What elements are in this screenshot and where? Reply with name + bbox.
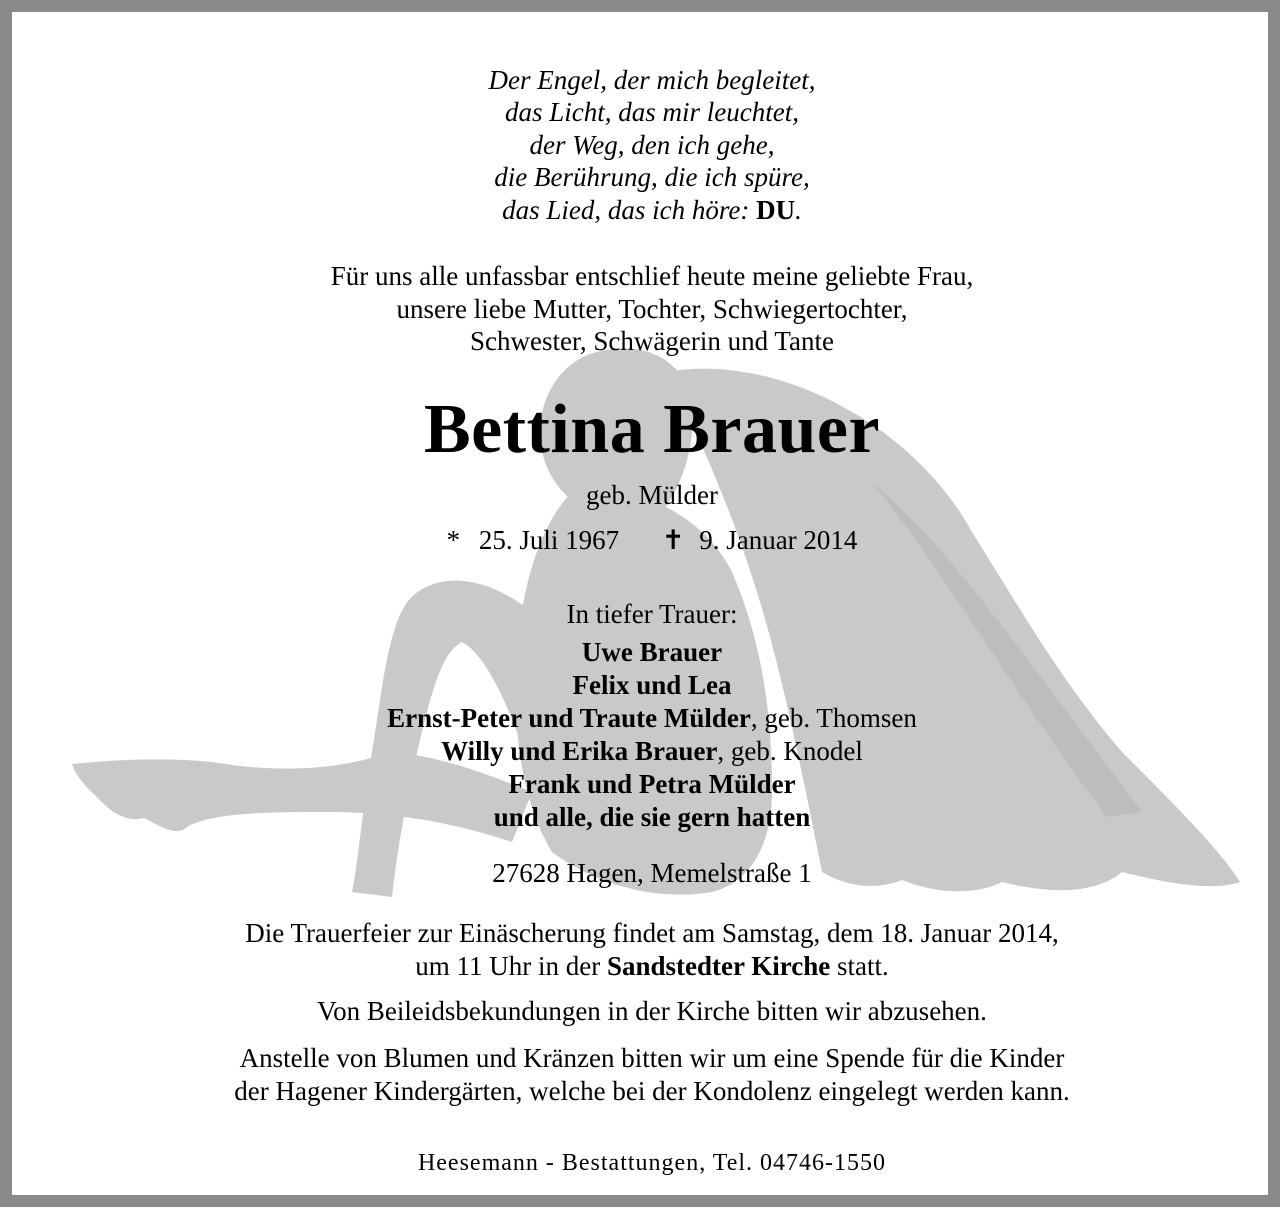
- life-dates: [12, 525, 1280, 556]
- address: 27628 Hagen, Memelstraße 1: [492, 858, 812, 888]
- mourner-line-4-maiden: , geb. Knodel: [717, 736, 863, 766]
- intro-line-3: Schwester, Schwägerin und Tante: [470, 326, 834, 356]
- maiden-name: geb. Mülder: [586, 480, 718, 510]
- poem-line-5-end: .: [795, 195, 802, 225]
- intro-line-1: Für uns alle unfassbar entschlief heute meine geliebte Frau,: [330, 261, 974, 291]
- poem-emphasis: DU: [756, 195, 796, 225]
- condolence-note: Von Beileidsbekundungen in der Kirche bitten wir abzusehen.: [317, 996, 987, 1026]
- service-location: Sandstedter Kirche: [606, 951, 831, 981]
- mourner-line-5: Frank und Petra Mülder: [508, 769, 796, 799]
- mourner-line-6: und alle, die sie gern hatten: [493, 802, 811, 832]
- poem-line-4: die Berührung, die ich spüre,: [494, 162, 810, 192]
- poem-line-5: [12, 194, 1280, 227]
- poem-line-3: der Weg, den ich gehe,: [529, 130, 775, 160]
- mourner-line-3: [12, 702, 1280, 735]
- poem-line-1: Der Engel, der mich begleitet,: [488, 65, 816, 95]
- mourners-heading: In tiefer Trauer:: [566, 599, 738, 629]
- mourner-line-2: Felix und Lea: [572, 670, 732, 700]
- donation-line-1: Anstelle von Blumen und Kränzen bitten wir um eine Spende für die Kinder: [239, 1043, 1065, 1073]
- service-line-2-text: um 11 Uhr in der: [415, 951, 607, 981]
- death-date: 9. Januar 2014: [699, 525, 858, 555]
- obituary-content: [12, 12, 1280, 1219]
- mourner-line-4: [12, 735, 1280, 768]
- mourner-line-1: Uwe Brauer: [581, 637, 723, 667]
- poem-line-2: das Licht, das mir leuchtet,: [505, 97, 799, 127]
- poem-line-5-text: das Lied, das ich höre:: [502, 195, 757, 225]
- mourner-line-4-names: Willy und Erika Brauer: [441, 736, 718, 766]
- donation-line-2: der Hagener Kindergärten, welche bei der Kondolenz eingelegt werden kann.: [234, 1076, 1070, 1106]
- birth-date: 25. Juli 1967: [478, 525, 620, 555]
- cross-icon: ✝: [661, 525, 685, 555]
- service-line-2-end: statt.: [830, 951, 889, 981]
- service-line-1: Die Trauerfeier zur Einäscherung findet am Samstag, dem 18. Januar 2014,: [245, 918, 1059, 948]
- mourner-line-3-maiden: , geb. Thomsen: [750, 703, 917, 733]
- intro-line-2: unsere liebe Mutter, Tochter, Schwiegertochter,: [396, 294, 908, 324]
- funeral-home: Heesemann - Bestattungen, Tel. 04746-1550: [417, 1150, 887, 1176]
- service-line-2: [12, 951, 1280, 982]
- mourner-line-3-names: Ernst-Peter und Traute Mülder: [387, 703, 751, 733]
- deceased-name: Bettina Brauer: [423, 391, 881, 468]
- birth-symbol: *: [446, 525, 461, 555]
